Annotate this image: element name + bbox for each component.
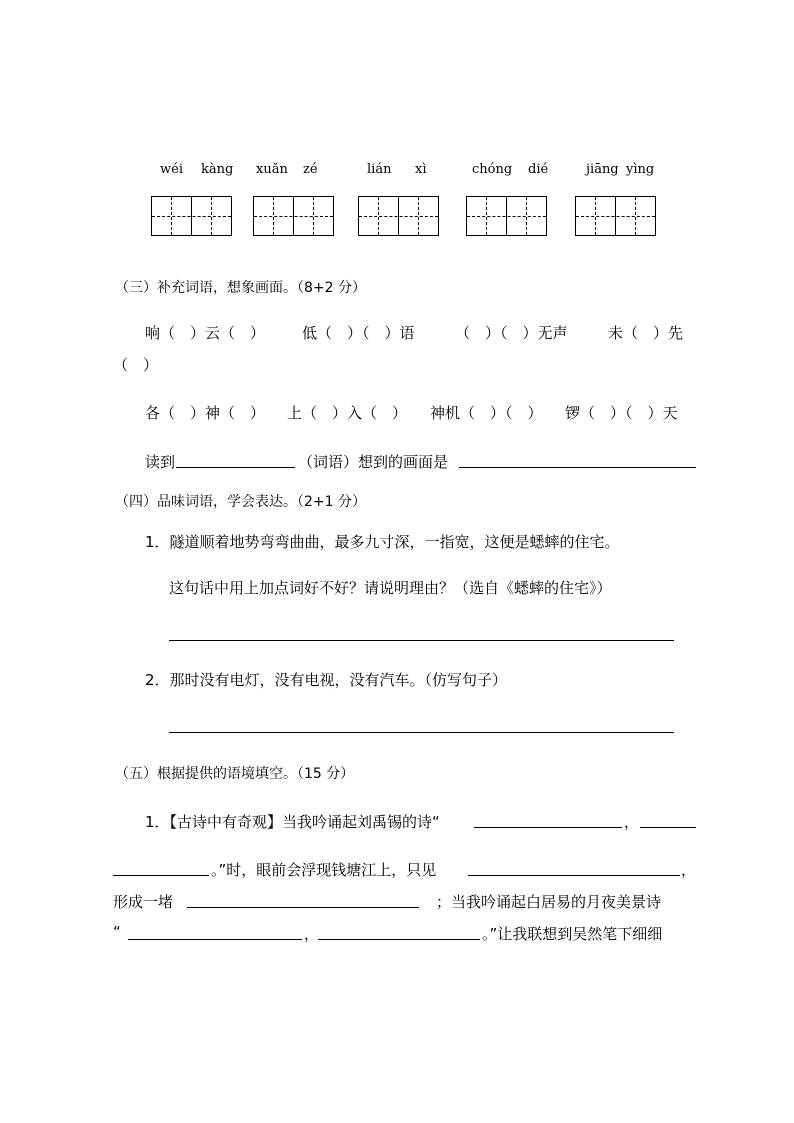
question-5-1-d: ；当我吟诵起白居易的月夜美景诗 <box>436 893 662 911</box>
question-4-1-prompt: 这句话中用上加点词好不好？请说明理由？（选自《蟋蟀的住宅》） <box>169 579 612 597</box>
writing-box-3[interactable] <box>358 196 439 236</box>
answer-line-4-1[interactable] <box>169 640 674 641</box>
idiom-blank-8: 锣（ ）（ ）天 <box>565 404 678 422</box>
comma-1: ， <box>624 813 640 831</box>
idiom-blank-5: 各（ ）神（ ） <box>145 404 266 422</box>
idiom-blank-2: 低（ ）（ ）语 <box>302 324 415 342</box>
wall-blank[interactable] <box>187 907 419 908</box>
pinyin-1b: kàng <box>201 162 234 177</box>
quote-open: “ <box>113 923 121 941</box>
poem-blank-2a[interactable] <box>640 827 696 828</box>
pinyin-5b: yìng <box>626 162 655 177</box>
word-answer-line[interactable] <box>176 467 295 468</box>
comma-2: ， <box>681 861 697 879</box>
writing-box-5[interactable] <box>575 196 656 236</box>
section-5-title: （五）根据提供的语境填空。（15 分） <box>115 766 355 782</box>
poem-blank-2b[interactable] <box>113 875 209 876</box>
writing-box-2[interactable] <box>253 196 334 236</box>
pinyin-5a: jiāng <box>586 162 619 177</box>
question-4-1: 1．隧道顺着地势弯弯曲曲，最多九寸深，一指宽，这便是蟋蟀的住宅。 <box>145 533 620 551</box>
tide-blank[interactable] <box>468 875 680 876</box>
idiom-blank-7: 神机（ ）（ ） <box>430 404 543 422</box>
pinyin-4a: chóng <box>472 162 513 177</box>
idiom-blank-4-wrap: （ ） <box>113 356 159 374</box>
writing-box-4[interactable] <box>466 196 547 236</box>
pinyin-3b: xì <box>415 162 427 177</box>
poem-blank-1[interactable] <box>474 827 622 828</box>
question-5-1-e: 。”让我联想到吴然笔下细细 <box>482 925 663 943</box>
idiom-blank-6: 上（ ）入（ ） <box>287 404 408 422</box>
comma-3: ， <box>304 925 320 943</box>
pinyin-3a: lián <box>367 162 392 177</box>
read-label: 读到 <box>145 453 176 471</box>
question-5-1-b: 。”时，眼前会浮现钱塘江上，只见 <box>211 861 437 879</box>
idiom-blank-4: 未（ ）先 <box>608 324 684 342</box>
writing-box-1[interactable] <box>151 196 232 236</box>
pinyin-2a: xuǎn <box>256 162 288 177</box>
section-3-title: （三）补充词语，想象画面。（8+2 分） <box>115 280 366 296</box>
idiom-blank-1: 响（ ）云（ ） <box>145 324 266 342</box>
poem-blank-4[interactable] <box>318 939 480 940</box>
read-label-2: （词语）想到的画面是 <box>298 453 449 471</box>
pinyin-2b: zé <box>303 162 318 177</box>
picture-answer-line[interactable] <box>459 467 696 468</box>
idiom-blank-3: （ ）（ ）无声 <box>455 324 568 342</box>
section-4-title: （四）品味词语，学会表达。（2+1 分） <box>115 494 366 510</box>
answer-line-4-2[interactable] <box>169 732 674 733</box>
question-4-2: 2．那时没有电灯，没有电视，没有汽车。（仿写句子） <box>145 671 508 689</box>
pinyin-1a: wéi <box>160 162 183 177</box>
question-5-1: 1．【古诗中有奇观】当我吟诵起刘禹锡的诗“ <box>145 813 440 831</box>
question-5-1-c: 形成一堵 <box>113 893 174 911</box>
pinyin-4b: dié <box>528 162 549 177</box>
poem-blank-3[interactable] <box>128 939 302 940</box>
